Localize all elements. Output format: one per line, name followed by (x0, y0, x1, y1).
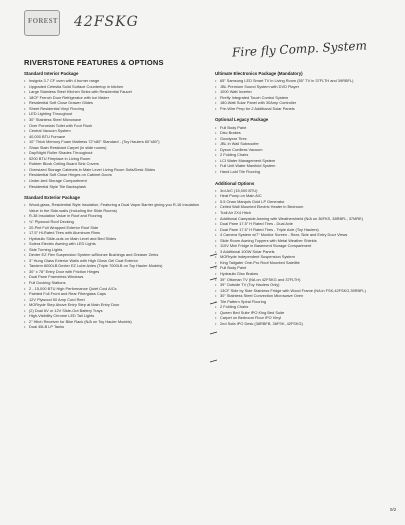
feature-item: • Tandem 8000LB Dexter EZ Lube Axles (Triple 7000LB on Toy Hauler Models) (24, 263, 202, 269)
feature-item: • 180-Watt Solar Panel with 30Amp Controller (215, 100, 393, 106)
feature-item: • Disc Brakes (215, 130, 393, 136)
feature-list (215, 188, 393, 327)
feature-item: • LCI Water Management System (215, 158, 393, 164)
feature-item: • R-38 Insulation Value in Roof and Flooring (24, 213, 202, 219)
feature-item: • Sheet Residential Vinyl Flooring (24, 106, 202, 112)
section-heading: Standard Exterior Package (24, 195, 80, 201)
feature-item: • Large Stainless Steel Kitchen Sinks with Residential Faucet (24, 89, 202, 95)
feature-item: • 39" Outside TV (Toy Haulers Only) (215, 282, 393, 288)
feature-list (215, 78, 393, 111)
feature-item: • 30" Stainless Steel Microwave (24, 117, 202, 123)
feature-section (215, 71, 393, 111)
feature-item: • 2 Folding Chairs (215, 152, 393, 158)
feature-item: • LED Lighting Throughout (24, 111, 202, 117)
feature-item: • Residential Soft Close Hinges on Cabinet Doors (24, 172, 202, 178)
page-number: 9/2 (390, 507, 397, 512)
brand-logo (24, 10, 60, 36)
feature-item: • Wood-glass, Residential Style Insulation, Featuring a Dual Vapor Barrier giving you R-16 Insulation Value in the Side-walls (Including the Slide Rooms) (24, 202, 202, 213)
feature-item: • 3 Additional 100W Solar Panels (215, 249, 393, 255)
feature-list (24, 202, 202, 330)
feature-item: • Shaw Stain Resistant Carpet (in slide rooms) (24, 145, 202, 151)
section-heading: Additional Options (215, 180, 255, 186)
feature-section (215, 117, 393, 174)
feature-item: • 65" Samsung LED Smart TV in Living Room (55" TV in 37FLTH and 39RBFL) (215, 78, 393, 84)
page-title: RIVERSTONE FEATURES & OPTIONS (24, 58, 164, 67)
feature-item: • Pre-Wire Prep for 2 Additional Solar Panels (215, 106, 393, 112)
feature-item: • 2 Folding Chairs (215, 304, 393, 310)
feature-item: • Hydraulic Disc Brakes (215, 271, 393, 277)
feature-item: • Hand Laid Tile Flooring (215, 169, 393, 175)
feature-item: • Carpet on Bedroom Floor IPO Vinyl (215, 315, 393, 321)
feature-item: • 13CF Side by Side Stainless Fridge with Wood Frame (NA in FSK,42FSKG,39RBFL) (215, 288, 393, 294)
handwritten-note: Fire fly Comp. System (231, 38, 368, 60)
feature-item: • 4 Camera System w/7" Monitor Screen - Rear, Side and Entry Door Views (215, 232, 393, 238)
feature-item: • 30" Stainless Steel Convection Microwave Oven (215, 293, 393, 299)
brand-logo-text: FOREST (28, 17, 58, 25)
feature-item: • 17.5" Hi-Rated Tires with Aluminum Rims (24, 230, 202, 236)
feature-item: • Goodyear Tires (215, 136, 393, 142)
left-column (24, 71, 202, 336)
feature-item: • Side Turning Lights (24, 247, 202, 253)
feature-item: • Residential Style Tile Backsplash (24, 184, 202, 190)
feature-item: • 40,000 BTU Furnace (24, 134, 202, 140)
feature-item: • Full Unit Water Manifold System (215, 163, 393, 169)
feature-item: • Dual Pane 17.5" H Rated Tires - Dual Axle (215, 221, 393, 227)
handwritten-model-number: 42FSKG (74, 14, 139, 30)
feature-item: • King Tailgater One-Pro Roof Mounted Satellite (215, 260, 393, 266)
feature-item: • 30" x 78" Entry Door with Friction Hinges (24, 269, 202, 275)
feature-item: • Full Body Paint (215, 265, 393, 271)
feature-item: • 18CF French Door Refrigerator with Ice Maker (24, 95, 202, 101)
section-heading: Ultimate Electronics Package (Mandatory) (215, 71, 303, 76)
feature-item: • Dexter EZ Flex Suspension System w/Bronze Bushings and Greaser Zerks (24, 252, 202, 258)
feature-item: • Firefly Integrated Touch Control System (215, 95, 393, 101)
feature-section (24, 71, 202, 189)
feature-item: • 2" Hitch Receiver for Bike Rack (N/A on Toy Hauler Models) (24, 319, 202, 325)
feature-item: • Slide Room Awning Toppers with Metal Weather Shields (215, 238, 393, 244)
feature-item: • 1000 Watt Inverter (215, 89, 393, 95)
feature-item: • Rubber Block Ceiling Board Sink Covers (24, 161, 202, 167)
feature-item: • Residential Soft Close Drawer Glides (24, 100, 202, 106)
feature-item: • High-Visibility Chrome LED Tail Lights (24, 313, 202, 319)
feature-item: • MORryde Step Above Entry Step at Main Entry Door (24, 302, 202, 308)
feature-item: • Tile Pattern Spiral Flooring (215, 299, 393, 305)
feature-item: • JBL in Wall Subwoofer (215, 141, 393, 147)
feature-item: • Painted Full Front and Rear Fiberglass Caps (24, 291, 202, 297)
feature-item: • Hydraulic Slide-outs on Main Level and Bed Slides (24, 236, 202, 242)
feature-item: • 12V Plywood 50 Amp Cord Reel (24, 297, 202, 303)
feature-item: • Day/Night Roller Shades Throughout (24, 150, 202, 156)
feature-section (215, 181, 393, 327)
feature-item: • Dual 45LB LP Tanks (24, 324, 202, 330)
feature-item: • Oversized Storage Cabinets in Main Level Living Room Sofa/Desk Slides (24, 167, 202, 173)
feature-item: • 10" Thick Memory Foam Mattress 72"x80" Standard - (Toy Haulers 60"x80") (24, 139, 202, 145)
right-column (215, 71, 393, 332)
feature-item: • 5.5 Onan Marquis Gold LP Generator (215, 199, 393, 205)
feature-item: • Additional Campside Awning with Weathershield (N/A on 36FKS, 38RBFL, 37MRE) (215, 216, 393, 222)
feature-item: • (2) Dual 6V or 12V Slide-Out Battery Trays (24, 308, 202, 314)
feature-item: • JBL Premium Sound System with DVD Player (215, 84, 393, 90)
feature-list (24, 78, 202, 189)
feature-item: • ¾" Plywood Roof Decking (24, 219, 202, 225)
feature-item: • Queen Bed Suite IPO King Bed Suite (215, 310, 393, 316)
feature-item: • Ceiled Wall Mounted Electric Heater in Bedroom (215, 204, 393, 210)
feature-item: • Full Docking Stations (24, 280, 202, 286)
section-heading: Standard Interior Package (24, 71, 79, 76)
feature-item: • 39" Ottoman TV (NA on 42FSKG and 37FLTH) (215, 277, 393, 283)
feature-item: • Insignia 3.7 CF oven with 4 burner range (24, 78, 202, 84)
feature-item: • Under-bed Storage Compartment (24, 178, 202, 184)
feature-item: • Upgraded Celestia Solid Surface Countertop in kitchen (24, 84, 202, 90)
feature-item: • 3" Hung Glass Exterior Walls with High Gloss Gel Coat Exterior (24, 258, 202, 264)
feature-section (24, 195, 202, 330)
feature-item: • Dyson Cordless Vacuum (215, 147, 393, 153)
feature-list (215, 125, 393, 175)
feature-item: • 20-Pint Full Wrapped Exterior Roof Side (24, 225, 202, 231)
feature-item: • 110V Mini Fridge in Basement Storage Compartment (215, 243, 393, 249)
feature-item: • 5200 BTU Fireplace in Living Room (24, 156, 202, 162)
feature-item: • Dual Pane 17.5" H Rated Tires - Triple Axle (Toy Haulers) (215, 227, 393, 233)
section-heading: Optional Legacy Package (215, 117, 269, 123)
feature-item: • 2nd Sofa IPO Desk (38RBFB, 36FSK, 42FSKG) (215, 321, 393, 327)
feature-item: • Heat Pump on Main A/C (215, 193, 393, 199)
feature-item: • Over Porcelain Toilet with Foot Flush (24, 123, 202, 129)
feature-item: • Trail Air 2X4 Hitch (215, 210, 393, 216)
feature-item: • MORryde Independent Suspension System (215, 254, 393, 260)
feature-item: • Solera Electric Awning with LED Lights (24, 241, 202, 247)
feature-item: • Central Vacuum System (24, 128, 202, 134)
feature-item: • 2 - 15,000 BTU High Performance Quiet Cool A/Cs (24, 286, 202, 292)
feature-item: • Dual Pane Frameless Windows (24, 274, 202, 280)
check-mark (210, 360, 217, 362)
feature-item: • 3rd A/C (15,000 BTU) (215, 188, 393, 194)
feature-item: • Full Body Paint (215, 125, 393, 131)
